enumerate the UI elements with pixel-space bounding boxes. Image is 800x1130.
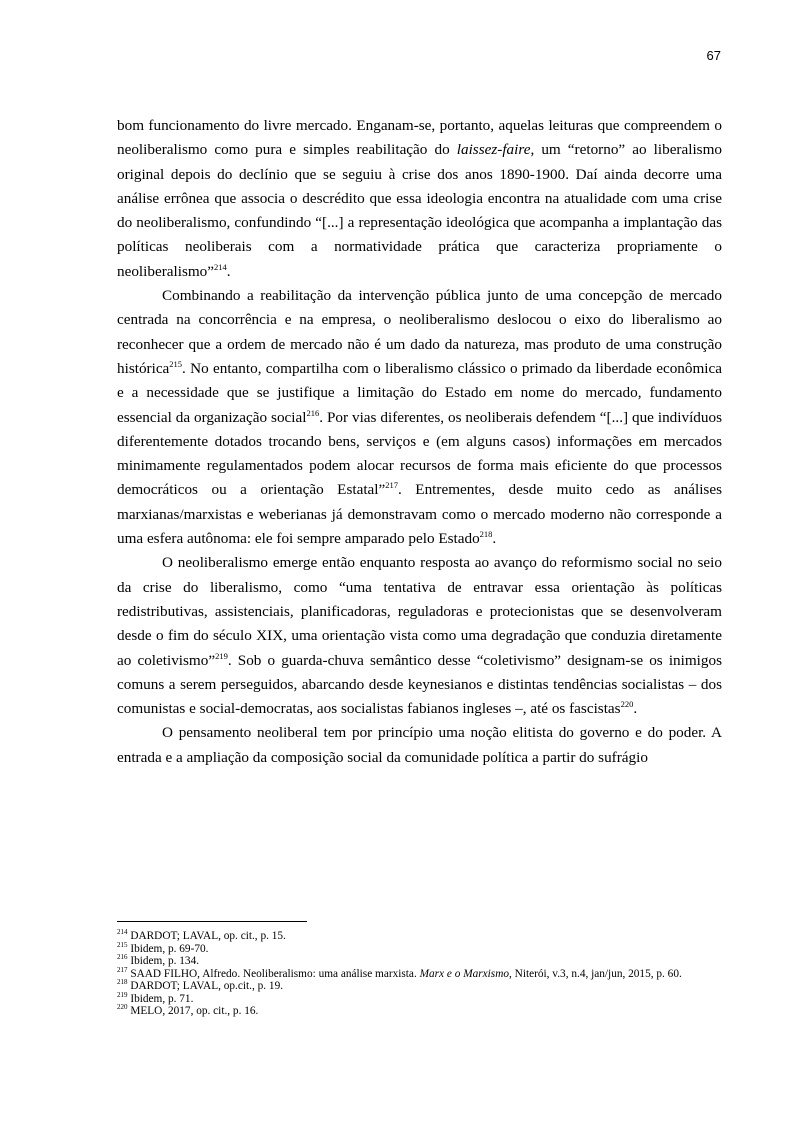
footnotes — [117, 930, 722, 1018]
body-text — [117, 114, 722, 770]
footnote-ref-219[interactable]: 219 — [215, 650, 228, 661]
footnote-220: $^{220}$ MELO, 2017, op. cit., p. 16. — [117, 1003, 259, 1017]
footnote-divider — [117, 921, 307, 922]
paragraph-4: O pensamento neoliberal tem por princípio uma noção elitista do governo e do poder. A entrada e a ampliação da composição social da comunidade política a partir do sufrágio — [117, 724, 722, 766]
page-number: 67 — [706, 48, 721, 63]
footnote-217: $^{217}$ SAAD FILHO, Alfredo. Neoliberalismo: uma análise marxista. Marx e o Marxismo, Niterói, v.3, n.4, jan/jun, 2015, p. 60. — [117, 965, 682, 980]
footnote-219: $^{219}$ Ibidem, p. 71. — [117, 990, 194, 1005]
paragraph-1: bom funcionamento do livre mercado. Enganam-se, portanto, aquelas leituras que compreendem o neoliberalismo como pura e simples reabilitação do laissez-faire, um “retorno” ao liberalismo original depois do declínio que se seguiu à crise dos anos 1890-1900. Daí ainda decorre uma análise errônea que associa o descrédito que essa ideologia encontra na atualidade com uma crise do neoliberalismo, confundindo “[...] a representação ideológica que acompanha a implantação das políticas neoliberais com a normatividade prática que caracteriza propriamente o neoliberalismo”$^{214}$. — [117, 117, 722, 280]
footnote-ref-216[interactable]: 216 — [306, 407, 320, 418]
paragraph-2: Combinando a reabilitação da intervenção pública junto de uma concepção de mercado centrada na concorrência e na empresa, o neoliberalismo deslocou o eixo do liberalismo ao reconhecer que a ordem de mercado não é um dado da natureza, mas produto de uma construção histórica$^{215}$. No entanto, compartilha com o liberalismo clássico o primado da liberdade econômica e a necessidade que se justifique a limitação do Estado em nome do mercado, fundamento essencial da organização social$^{216}$. Por vias diferentes, os neoliberais defendem “[...] que indivíduos diferentemente dotados trocando bens, serviços e (em alguns casos) informações em mercados minimamente regulamentados podem alocar recursos de forma mais eficiente do que processos democráticos ou a orientação Estatal”$^{217}$. Entrementes, desde muito cedo as análises marxianas/marxistas e weberianas já demonstravam como o mercado moderno não corresponde a uma esfera autônoma: ele foi sempre amparado pelo Estado$^{218}$. — [117, 287, 722, 548]
footnote-215: $^{215}$ Ibidem, p. 69-70. — [117, 940, 209, 955]
footnote-214: $^{214}$ DARDOT; LAVAL, op. cit., p. 15. — [117, 928, 286, 942]
footnote-ref-215[interactable]: 215 — [169, 358, 183, 369]
italic-term: laissez-faire — [456, 141, 531, 159]
footnote-216: $^{216}$ Ibidem, p. 134. — [117, 953, 200, 967]
footnote-ref-217[interactable]: 217 — [385, 480, 398, 491]
paragraph-3: O neoliberalismo emerge então enquanto resposta ao avanço do reformismo social no seio da crise do liberalismo, como “uma tentativa de entravar essa orientação às políticas redistributivas, assistenciais, planificadoras, reguladoras e protecionistas que se desenvolveram desde o fim do século XIX, uma orientação vista como uma degradação que conduzia diretamente ao coletivismo”$^{219}$. Sob o guarda-chuva semântico desse “coletivismo” designam-se os inimigos comuns a serem perseguidos, abarcando desde keynesianos e distintas tendências socialistas – dos comunistas e social-democratas, aos socialistas fabianos ingleses –, até os fascistas$^{220}$. — [117, 554, 722, 718]
footnote-218: $^{218}$ DARDOT; LAVAL, op.cit., p. 19. — [117, 978, 284, 992]
footnote-ref-214[interactable]: 214 — [214, 261, 227, 272]
footnote-ref-220[interactable]: 220 — [620, 699, 634, 710]
footnote-ref-218[interactable]: 218 — [479, 528, 493, 539]
